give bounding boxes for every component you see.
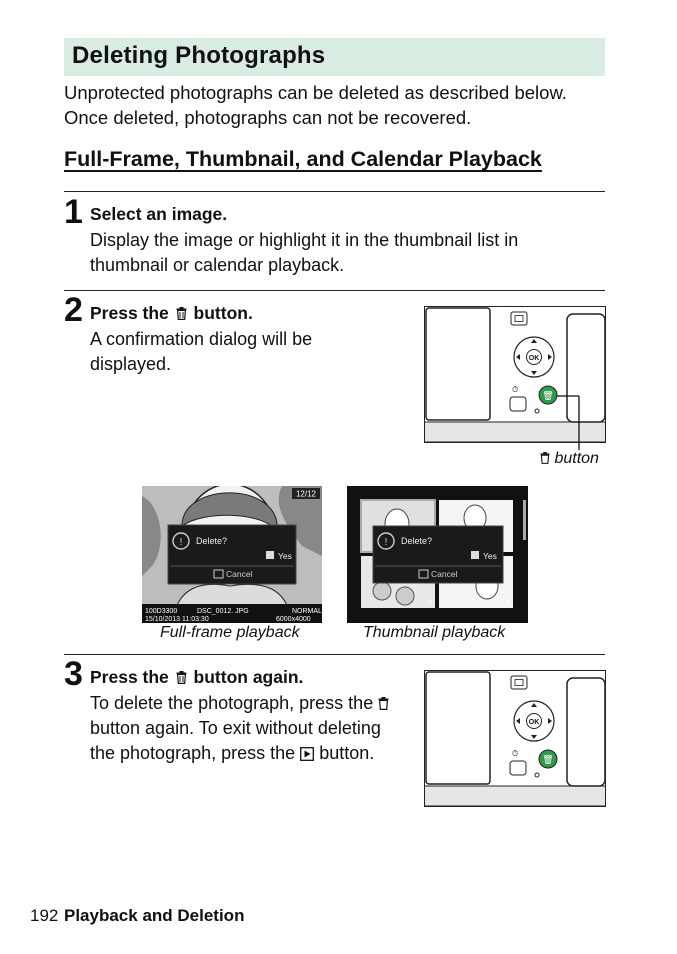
section-heading: Full-Frame, Thumbnail, and Calendar Playback bbox=[64, 147, 542, 171]
info-size: 6000x4000 bbox=[276, 616, 311, 623]
fullframe-screen bbox=[142, 486, 322, 623]
ok-label: OK bbox=[528, 719, 540, 726]
step-number: 2 bbox=[64, 291, 83, 329]
dialog-title: Delete? bbox=[401, 536, 433, 546]
svg-text:!: ! bbox=[179, 537, 183, 548]
callout-text: button bbox=[554, 450, 599, 467]
cancel-option[interactable]: Cancel bbox=[431, 569, 458, 579]
step-text-part: the photograph, press the bbox=[90, 743, 296, 763]
step-title bbox=[90, 667, 303, 688]
info-filename: DSC_0012. JPG bbox=[197, 608, 249, 615]
step-text-line: thumbnail or calendar playback. bbox=[90, 255, 345, 275]
info-quality: NORMAL bbox=[292, 608, 322, 615]
step-text-line: A confirmation dialog will be bbox=[90, 329, 313, 349]
thumbnail-screen bbox=[347, 486, 528, 623]
zoom-button bbox=[510, 397, 526, 411]
step-title-part: Press the bbox=[90, 303, 169, 323]
thumb-number: 3 bbox=[428, 599, 432, 606]
zoom-button bbox=[510, 761, 526, 775]
intro-text bbox=[64, 80, 624, 130]
fullframe-caption: Full-frame playback bbox=[160, 624, 300, 641]
step-text-part: To delete the photograph, press the bbox=[90, 693, 374, 713]
step-text-line bbox=[90, 691, 415, 716]
divider bbox=[64, 654, 605, 655]
step-title bbox=[90, 303, 253, 324]
divider bbox=[64, 290, 605, 291]
page-title: Deleting Photographs bbox=[72, 42, 326, 69]
step-text bbox=[90, 228, 590, 278]
grip bbox=[567, 678, 605, 786]
timer-lock-icon: ⏱ bbox=[512, 749, 519, 758]
cancel-option[interactable]: Cancel bbox=[226, 569, 253, 579]
camera-back-illustration bbox=[424, 670, 606, 808]
lcd-screen bbox=[426, 672, 490, 784]
title-bar bbox=[64, 38, 605, 76]
info-button bbox=[511, 312, 527, 325]
step-title-part: button again. bbox=[193, 667, 304, 687]
step-text-part: button. bbox=[319, 743, 375, 763]
yes-option[interactable]: Yes bbox=[483, 551, 497, 561]
lcd-screen bbox=[426, 308, 490, 420]
intro-line-1: Unprotected photographs can be deleted as described below. bbox=[64, 82, 567, 103]
info-button bbox=[511, 676, 527, 689]
playback-icon bbox=[300, 747, 314, 761]
step-text-line: button again. To exit without deleting bbox=[90, 718, 381, 738]
yes-option[interactable]: Yes bbox=[278, 551, 292, 561]
step-text-line bbox=[90, 741, 415, 766]
info-folder: 100D3300 bbox=[145, 608, 178, 615]
scrollbar bbox=[523, 500, 526, 540]
step-text bbox=[90, 691, 415, 766]
step-text-line: Display the image or highlight it in the thumbnail list in bbox=[90, 230, 519, 250]
frame-counter: 12/12 bbox=[295, 489, 317, 499]
step-number: 1 bbox=[64, 193, 83, 231]
page-number: 192 bbox=[30, 906, 59, 925]
trash-icon bbox=[176, 307, 187, 320]
divider bbox=[64, 191, 605, 192]
grip bbox=[567, 314, 605, 422]
footer-section: Playback and Deletion bbox=[64, 906, 245, 925]
svg-text:!: ! bbox=[384, 537, 388, 548]
thumb-number: 4 bbox=[506, 599, 510, 606]
step-title: Select an image. bbox=[90, 204, 228, 224]
step-number: 3 bbox=[64, 655, 83, 693]
timer-lock-icon: ⏱ bbox=[512, 385, 519, 394]
trash-icon bbox=[378, 697, 389, 710]
dialog-title: Delete? bbox=[196, 536, 228, 546]
camera-back-illustration bbox=[424, 306, 606, 456]
trash-icon bbox=[176, 671, 187, 684]
trash-icon: 🗑 bbox=[542, 754, 554, 765]
callout-label bbox=[540, 450, 599, 468]
intro-line-2: Once deleted, photographs can not be recovered. bbox=[64, 107, 472, 128]
trash-icon bbox=[540, 452, 550, 464]
step-title-part: Press the bbox=[90, 667, 169, 687]
step-text bbox=[90, 327, 390, 377]
step-text-line: displayed. bbox=[90, 354, 172, 374]
thumbnail-caption: Thumbnail playback bbox=[363, 624, 506, 641]
trash-icon: 🗑 bbox=[542, 390, 554, 401]
step-title-part: button. bbox=[193, 303, 253, 323]
info-datetime: 15/10/2013 11:03:30 bbox=[145, 616, 209, 623]
thumb-number: 2 bbox=[506, 541, 510, 548]
ok-label: OK bbox=[528, 355, 540, 362]
